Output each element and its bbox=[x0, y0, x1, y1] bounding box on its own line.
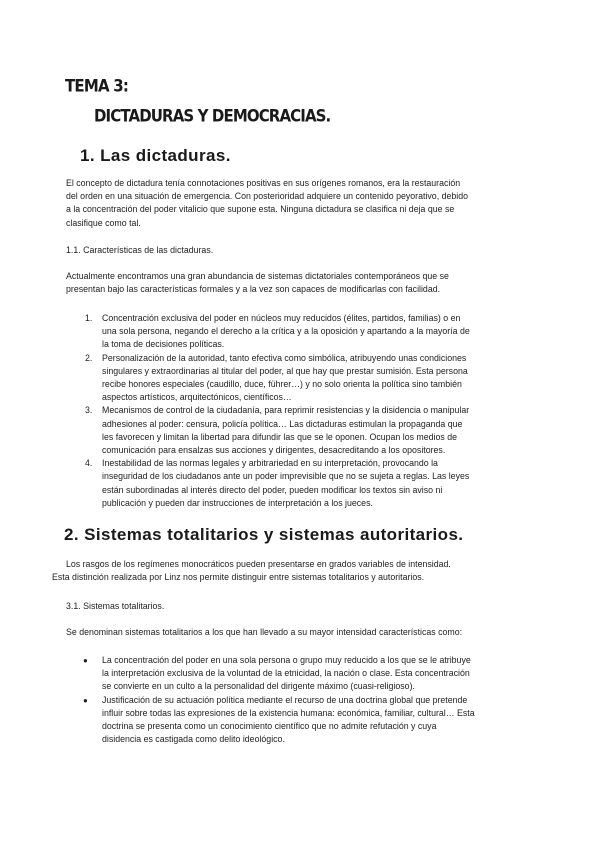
list-line: singulares y extraordinarias al titular del poder, al que hay que prestar sumisión. Esta persona bbox=[102, 365, 468, 376]
intro-paragraph bbox=[66, 177, 468, 230]
subheading-caracteristicas: 1.1. Características de las dictaduras. bbox=[66, 245, 214, 255]
bullet-line: la interpretación exclusiva de la voluntad de la etnicidad, la nación o clase. Esta concentración bbox=[102, 668, 470, 679]
bullet-item bbox=[83, 654, 475, 694]
bullet-icon: ● bbox=[83, 656, 88, 665]
bullet-item bbox=[83, 694, 475, 747]
bullet-line: influir sobre todas las expresiones de la existencia humana: económica, familiar, cultural… Esta bbox=[102, 707, 475, 718]
list-line: Inestabilidad de las normas legales y arbitrariedad en su interpretación, provocando la bbox=[102, 458, 438, 469]
list-line: adhesiones al poder: censura, policía política… Las dictaduras estimulan la propaganda que bbox=[102, 418, 463, 429]
list-item bbox=[85, 312, 470, 352]
bullet-line: se convierte en un culto a la personalidad del dirigente máximo (cuasi-religioso). bbox=[102, 681, 415, 692]
bullet-line: disidencia es castigada como delito ideológico. bbox=[102, 734, 285, 745]
characteristics-list bbox=[85, 312, 470, 510]
list-line: la toma de decisiones políticas. bbox=[102, 339, 225, 350]
list-item bbox=[85, 404, 470, 457]
list-item bbox=[85, 457, 470, 510]
list-line: comunicación para ensalzas sus acciones y dirigentes, desacreditando a los opositores. bbox=[102, 445, 446, 456]
intro-line: El concepto de dictadura tenía connotaciones positivas en sus orígenes romanos, era la restauración bbox=[66, 178, 461, 188]
list-line: una sola persona, negando el derecho a la crítica y a la oposición y apartando a la mayoría de bbox=[102, 326, 470, 337]
totalitarian-bullets bbox=[83, 654, 475, 746]
list-line: están subordinadas al interés directo del poder, pueden modificar los textos sin aviso ni bbox=[102, 484, 443, 495]
list-item bbox=[85, 352, 470, 405]
list-line: Personalización de la autoridad, tanto efectiva como simbólica, atribuyendo unas condiciones bbox=[102, 352, 467, 363]
sistemas-intro bbox=[52, 558, 451, 584]
bullet-line: doctrina se presenta como un conocimiento científico que no admite refutación y cuya bbox=[102, 721, 437, 732]
list-line: publicación y pueden dar instrucciones de interpretación a los jueces. bbox=[102, 497, 373, 508]
list-line: Mecanismos de control de la ciudadanía, para reprimir resistencias y la disidencia o manipular bbox=[102, 405, 470, 416]
intro-line: del orden en una situación de emergencia. Con posterioridad adquiere un contenido peyorativo, debido bbox=[66, 191, 469, 202]
list-number: 3. bbox=[85, 405, 93, 416]
list-line: les favorecen y limitan la libertad para difundir las que se le oponen. Ocupan los medios de bbox=[102, 431, 458, 442]
list-number: 2. bbox=[85, 352, 93, 363]
bullet-line: Justificación de su actuación política mediante el recurso de una doctrina global que pretende bbox=[102, 694, 468, 705]
caracteristicas-paragraph bbox=[66, 270, 449, 296]
intro-line: Esta distinción realizada por Linz nos permite distinguir entre sistemas totalitarios y autoritarios. bbox=[52, 572, 425, 583]
bullet-line: La concentración del poder en una sola persona o grupo muy reducido a los que se le atribuye bbox=[102, 655, 471, 665]
paragraph-line: Actualmente encontramos una gran abundancia de sistemas dictatoriales contemporáneos que se bbox=[66, 271, 449, 281]
list-line: aspectos artísticos, arquitectónicos, científicos… bbox=[102, 392, 292, 403]
bullet-icon: ● bbox=[83, 695, 88, 705]
intro-line: clasifique como tal. bbox=[66, 217, 141, 228]
subheading-totalitarios: 3.1. Sistemas totalitarios. bbox=[66, 601, 165, 611]
list-line: Concentración exclusiva del poder en núcleos muy reducidos (élites, partidos, familias) o en bbox=[102, 313, 461, 323]
list-number: 4. bbox=[85, 458, 93, 469]
list-number: 1. bbox=[85, 313, 93, 323]
list-line: inseguridad de los ciudadanos ante un poder imprevisible que no se sujeta a reglas. Las leyes bbox=[102, 471, 470, 482]
section-heading-dictaduras: 1. Las dictaduras. bbox=[80, 146, 231, 165]
tema-label: TEMA 3: bbox=[65, 76, 129, 97]
paragraph-line: presentan bajo las características formales y a la vez son capaces de modificarlas con facilidad. bbox=[66, 284, 441, 295]
document-title: DICTADURAS Y DEMOCRACIAS. bbox=[94, 106, 331, 127]
list-line: recibe honores especiales (caudillo, duce, führer…) y no solo orienta la política sino también bbox=[102, 379, 462, 390]
intro-line: a la concentración del poder vitalicio que supone esta. Ninguna dictadura se clasifica ni deja que se bbox=[66, 204, 455, 215]
section-heading-sistemas: 2. Sistemas totalitarios y sistemas autoritarios. bbox=[64, 525, 464, 544]
intro-line: Los rasgos de los regímenes monocráticos pueden presentarse en grados variables de intensidad. bbox=[66, 559, 451, 569]
totalitarios-paragraph: Se denominan sistemas totalitarios a los que han llevado a su mayor intensidad características como: bbox=[66, 627, 463, 637]
